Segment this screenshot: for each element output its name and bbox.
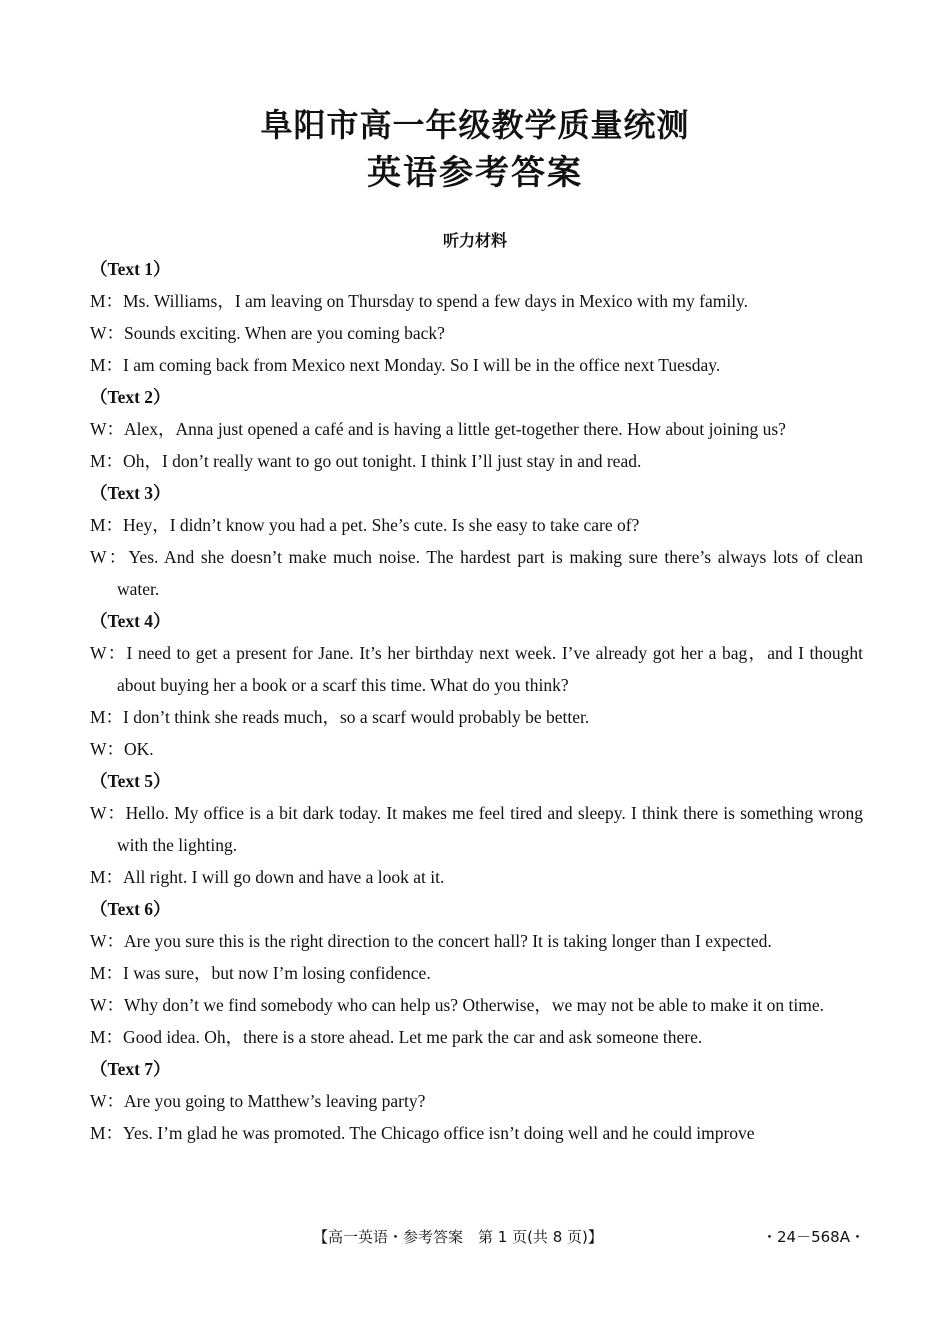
dialogue-line: W：OK. [90,739,154,759]
dialogue-line: M：Good idea. Oh，there is a store ahead. Let me park the car and ask someone there. [90,1027,703,1047]
dialogue-line: W：Why don’t we find somebody who can help us? Otherwise，we may not be able to make it on time. [90,995,825,1015]
text-heading: （Text 6） [90,899,171,919]
dialogue-line: W：Sounds exciting. When are you coming back? [90,323,445,343]
dialogue-line: W：Are you sure this is the right direction to the concert hall? It is taking longer than I expected. [90,931,772,951]
dialogue-line: W：Are you going to Matthew’s leaving party? [90,1091,426,1111]
document-title: 阜阳市高一年级教学质量统测 [260,106,690,144]
dialogue-line: M：I don’t think she reads much，so a scarf would probably be better. [90,707,590,727]
dialogue-line: M：Ms. Williams，I am leaving on Thursday to spend a few days in Mexico with my family. [90,291,749,311]
footer-code: ・24－568A・ [762,1228,865,1246]
dialogue-line: M：I am coming back from Mexico next Monday. So I will be in the office next Tuesday. [90,355,721,375]
footer-page-info: 【高一英语・参考答案 第 1 页(共 8 页)】 [313,1228,603,1246]
text-heading: （Text 2） [90,387,171,407]
dialogue-line: M：Hey，I didn’t know you had a pet. She’s cute. Is she easy to take care of? [90,515,640,535]
text-heading: （Text 7） [90,1059,171,1079]
page-footer [0,1226,950,1256]
dialogue-line: W：I need to get a present for Jane. It’s her birthday next week. I’ve already got her a bag，and I thought about buying her a book or a scarf this time. What do you think? [90,643,863,695]
dialogue-line: M：I was sure，but now I’m losing confidence. [90,963,431,983]
dialogue-line: W：Alex，Anna just opened a café and is having a little get-together there. How about joining us? [90,419,786,439]
dialogue-line: M：Oh，I don’t really want to go out tonight. I think I’ll just stay in and read. [90,451,642,471]
dialogue-line: W：Yes. And she doesn’t make much noise. The hardest part is making sure there’s always lots of clean water. [90,547,863,599]
text-heading: （Text 5） [90,771,171,791]
text-heading: （Text 4） [90,611,171,631]
transcript-body [90,253,863,1149]
dialogue-line: M：Yes. I’m glad he was promoted. The Chicago office isn’t doing well and he could improve [90,1123,755,1143]
dialogue-line: W：Hello. My office is a bit dark today. It makes me feel tired and sleepy. I think there is something wrong with the lighting. [90,803,863,855]
document-subtitle: 英语参考答案 [367,153,583,193]
text-heading: （Text 1） [90,259,171,279]
text-heading: （Text 3） [90,483,171,503]
dialogue-line: M：All right. I will go down and have a look at it. [90,867,445,887]
section-title: 听力材料 [442,231,507,250]
